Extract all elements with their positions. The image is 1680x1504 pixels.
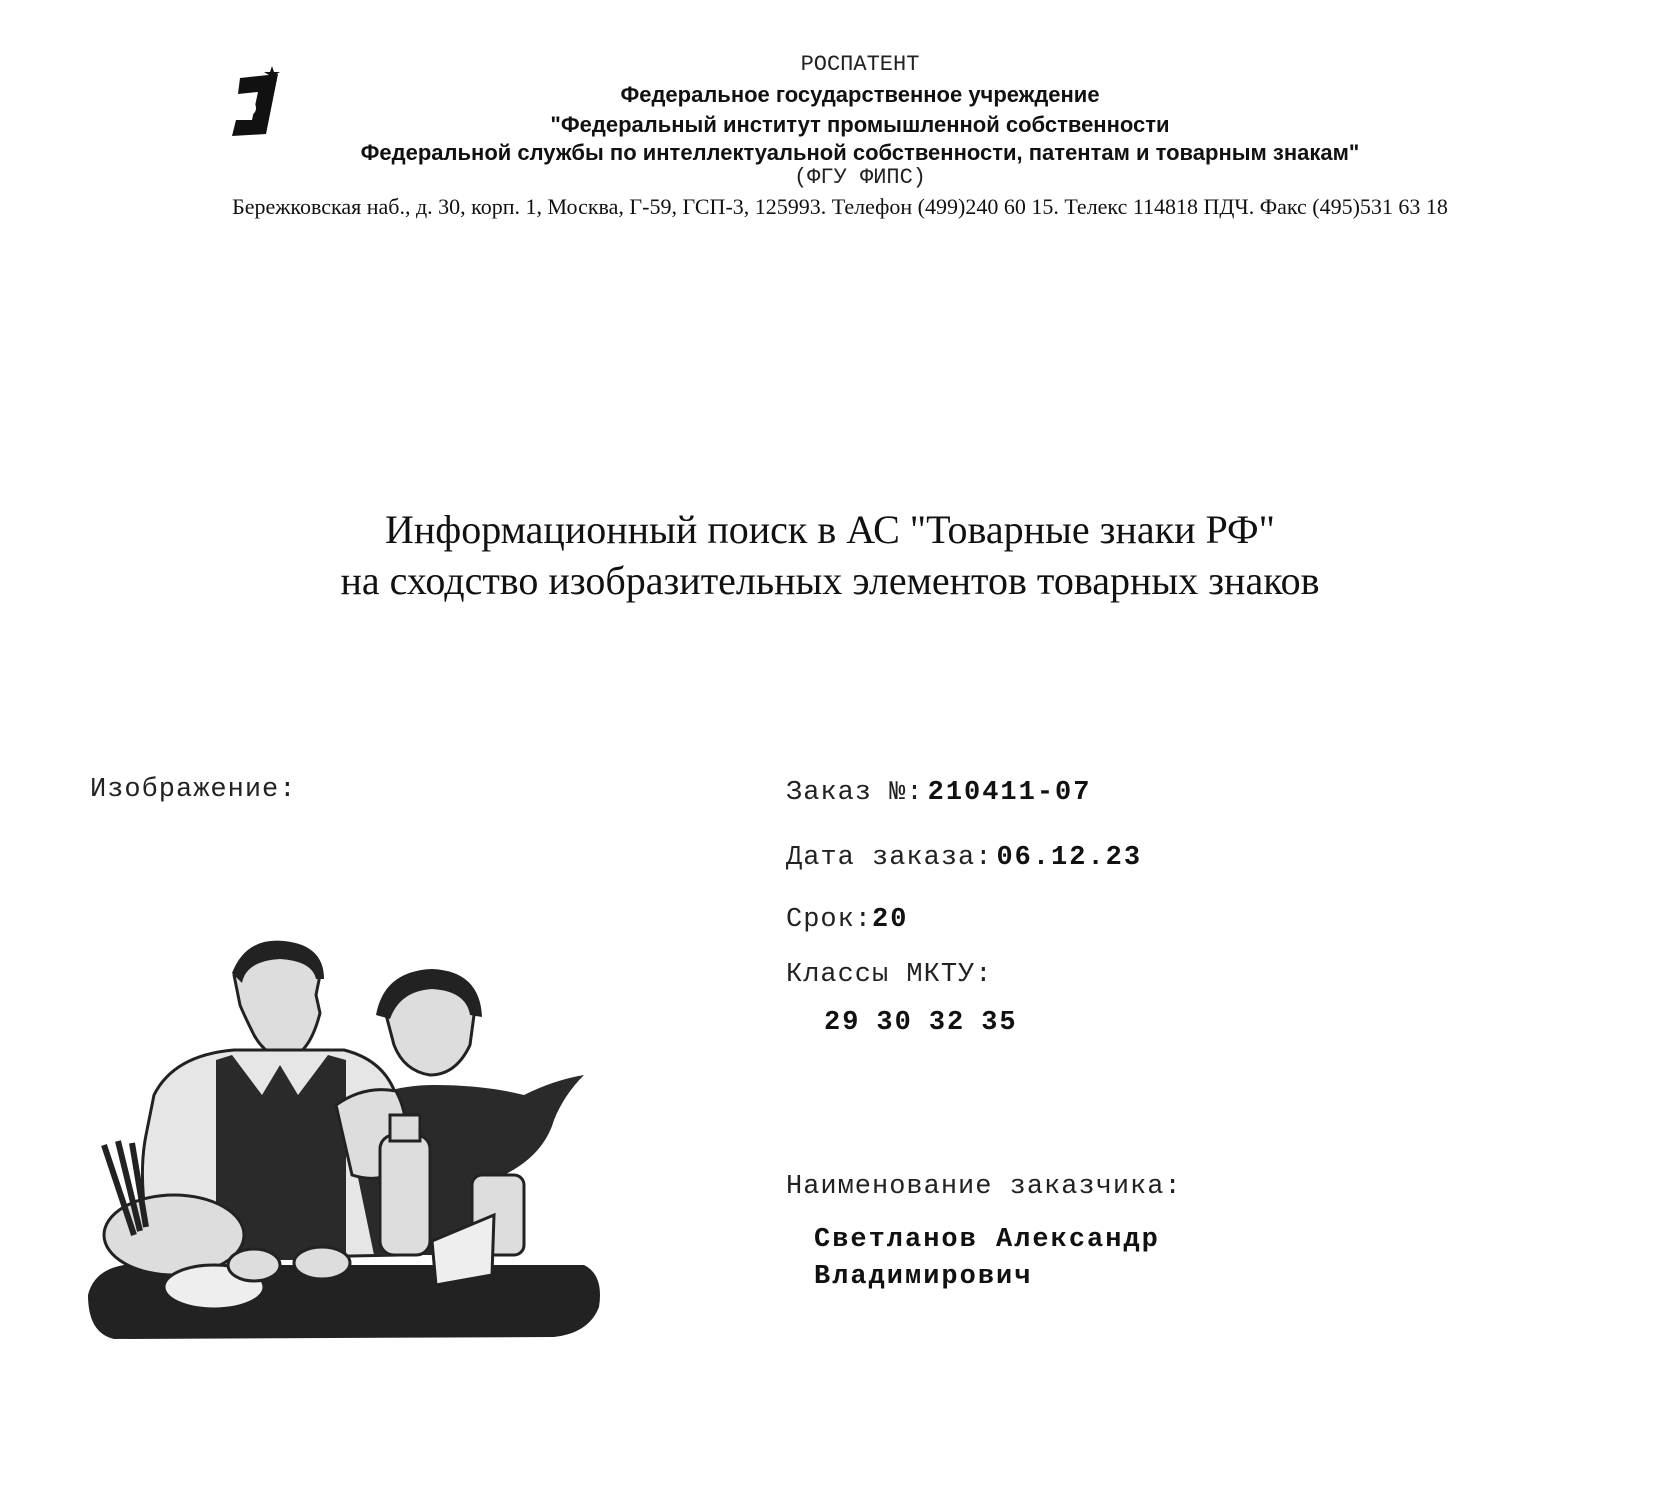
image-label: Изображение: (90, 775, 297, 805)
class-item: 29 (824, 1008, 861, 1038)
org-line-1: Федеральное государственное учреждение (620, 82, 1100, 107)
classes-list (824, 1008, 1018, 1038)
classes-label: Классы МКТУ: (786, 960, 993, 990)
agency-name: РОСПАТЕНТ (800, 52, 920, 77)
customer-name-line-1: Светланов Александр (814, 1225, 1160, 1255)
customer-label: Наименование заказчика: (786, 1172, 1182, 1202)
org-abbreviation: (ФГУ ФИПС) (793, 165, 927, 190)
document-title-line-2: на сходство изобразительных элементов товарных знаков (340, 558, 1320, 603)
org-line-3: Федеральной службы по интеллектуальной собственности, патентам и товарным знакам" (360, 140, 1360, 165)
order-number-value: 210411-07 (927, 778, 1092, 808)
class-item: 30 (876, 1008, 913, 1038)
class-item: 35 (981, 1008, 1018, 1038)
order-date-label: Дата заказа: (786, 843, 993, 873)
term-value: 20 (872, 905, 909, 935)
org-line-2: "Федеральный институт промышленной собственности (550, 112, 1170, 137)
order-number-label: Заказ №: (786, 778, 924, 808)
term-label: Срок: (786, 905, 873, 935)
order-date-row (786, 843, 1142, 873)
order-date-value: 06.12.23 (996, 843, 1143, 873)
trademark-image (84, 935, 624, 1350)
class-item: 32 (928, 1008, 966, 1038)
org-address: Бережковская наб., д. 30, корп. 1, Москва, Г-59, ГСП-3, 125993. Телефон (499)240 60 15. Телекс 114818 ПДЧ. Факс (495)531 63 18 (232, 194, 1448, 219)
customer-name-line-2: Владимирович (814, 1262, 1033, 1292)
order-number-row (786, 778, 1091, 808)
document-title-line-1: Информационный поиск в АС "Товарные знаки РФ" (385, 507, 1275, 552)
term-row (786, 905, 908, 935)
